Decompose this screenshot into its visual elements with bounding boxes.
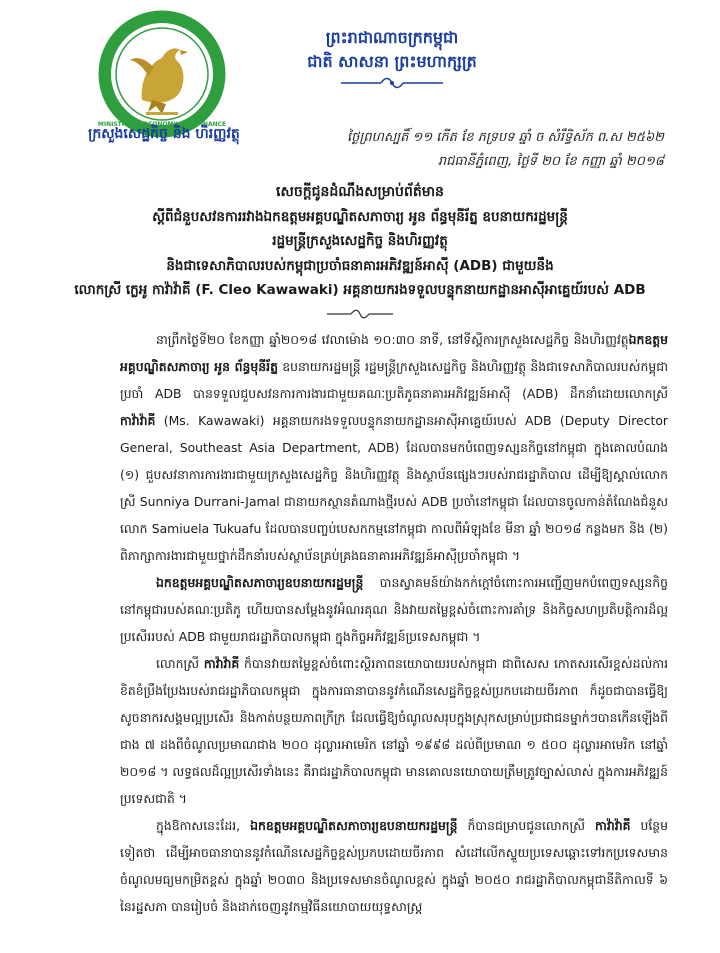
p4-mid: ក៏បានជម្រាបជូនលោកស្រី [457, 818, 596, 833]
p1-bold2: កាវ៉ាវ៉ាគី [120, 413, 156, 428]
paragraph-3 [120, 650, 668, 812]
ministry-name: ក្រសួងសេដ្ឋកិច្ច និង ហិរញ្ញវត្ថុ [88, 126, 240, 142]
lunar-date: ថ្ងៃព្រហស្បតិ៍ ១១ កើត ខែ ភទ្របទ ឆ្នាំ ច សំរឹទ្ធិស័ក ព.ស ២៥៦២ [346, 130, 664, 145]
ministry-logo [96, 8, 228, 140]
press-release-body [120, 326, 668, 920]
p3-start: លោកស្រី [156, 656, 204, 671]
ornament-divider-icon [337, 76, 447, 90]
p4-rest: បន្ថែមទៀតថា ដើម្បីអាចធានាបាននូវកំណើនសេដ្ឋកិច្ចខ្ពស់ប្រកបដោយចីរភាព សំដៅលើកស្ទួយប្រទេសឆ្ពោះទៅរកប្រទេសមានចំណូលមធ្យមកម្រិតខ្ពស់ ក្នុងឆ្នាំ ២០៣០ និងប្រទេសមានចំណូលខ្ពស់ ក្នុងឆ្នាំ ២០៥០ រាជរដ្ឋាភិបាលកម្ពុជានីតិកាលទី ៦ នៃរដ្ឋសភា បានរៀបចំ និងដាក់ចេញនូវកម្មវិធីនយោបាយយុទ្ធសាស្ត្រ [120, 818, 669, 914]
title-line3: រដ្ឋមន្ត្រីក្រសួងសេដ្ឋកិច្ច និងហិរញ្ញវត្ថុ [272, 233, 448, 249]
kingdom-header [262, 26, 522, 94]
paragraph-2 [120, 569, 668, 650]
title-line2: ស្តីពីជំនួបសវនការរវាងឯកឧត្តមអគ្គបណ្ឌិតសភាចារ្យ អូន ព័ន្ធមុនីរ័ត្ន ឧបនាយករដ្ឋមន្ត្រី [152, 208, 568, 225]
solar-date: រាជធានីភ្នំពេញ, ថ្ងៃទី ២០ ខែ កញ្ញា ឆ្នាំ ២០១៨ [437, 154, 664, 169]
logo-text: MINISTRY OF ECONOMY AND FINANCE [97, 121, 227, 128]
p1-text: នាព្រឹកថ្ងៃទី២០ ខែកញ្ញា ឆ្នាំ២០១៨ វេលាម៉ោង ១០:៣០ នាទី, នៅទីស្តីការក្រសួងសេដ្ឋកិច្ច និងហិរញ្ញវត្ថុ [156, 332, 629, 347]
p1-rest: ឧបនាយករដ្ឋមន្ត្រី រដ្ឋមន្ត្រីក្រសួងសេដ្ឋកិច្ច និងហិរញ្ញវត្ថុ និងជាទេសាភិបាលរបស់កម្ពុជាប្រចាំ ADB បានទទួលជួបសវនការការងារជាមួយគណៈប្រតិភូធនាគារអភិវឌ្ឍន៍អាស៊ី (ADB) ដឹកនាំដោយលោកស្រី [120, 359, 668, 401]
title-line1: សេចក្តីជូនដំណឹងសម្រាប់ព័ត៌មាន [276, 184, 444, 200]
kingdom-line1: ព្រះរាជាណាចក្រកម្ពុជា [325, 28, 459, 47]
p3-bold: កាវ៉ាវ៉ាគី [203, 656, 240, 671]
p1-end: (Ms. Kawawaki) អគ្គនាយករងទទួលបន្ទុកនាយកដ្ឋានអាស៊ីអាគ្នេយ៍របស់ ADB (Deputy Director General, Southeast Asia Department, ADB) ដែលបានមកបំពេញទស្សនកិច្ចនៅកម្ពុជា ក្នុងគោលបំណង (១) ជួបសវនាការការងារជាមួយក្រសួងសេដ្ឋកិច្ច និងហិរញ្ញវត្ថុ និងស្ថាប័នផ្សេងៗរបស់រាជរដ្ឋាភិបាល ដើម្បីឱ្យស្គាល់លោកស្រី Sunniya Durrani-Jamal ជានាយកស្ថានតំណាងថ្មីរបស់ ADB ប្រចាំនៅកម្ពុជា ដែលបានចូលកាន់តំណែងជំនួសលោក Samiuela Tukuafu ដែលបានបញ្ចប់បេសកកម្មនៅកម្ពុជា កាលពីអំឡុងខែ មីនា ឆ្នាំ ២០១៨ កន្លងមក និង (២) ពិភាក្សាការងារជាមួយថ្នាក់ដឹកនាំរបស់ស្ថាប័នគ្រប់គ្រងធនាគារអភិវឌ្ឍន៍អាស៊ីប្រចាំកម្ពុជា ។ [120, 413, 668, 563]
p4-start: ក្នុងឱកាសនេះដែរ, [156, 818, 251, 833]
title-divider-icon [325, 309, 395, 319]
p2-rest: បានស្វាគមន៍យ៉ាងកក់ក្តៅចំពោះការអញ្ជើញមកបំពេញទស្សនកិច្ចនៅកម្ពុជារបស់គណៈប្រតិភូ ហើយបានសម្តែងនូវអំណរគុណ និងវាយតម្លៃខ្ពស់ចំពោះការគាំទ្រ និងកិច្ចសហប្រតិបត្តិការដ៏ល្អប្រសើររបស់ ADB ជាមួយរាជរដ្ឋាភិបាលកម្ពុជា ក្នុងកិច្ចអភិវឌ្ឍន៍ប្រទេសកម្ពុជា ។ [120, 575, 668, 644]
ministry-seal-icon [96, 8, 228, 140]
paragraph-4 [120, 812, 668, 920]
paragraph-1 [120, 326, 668, 569]
p1-bold: ឯកឧត្តមអគ្គបណ្ឌិតសភាចារ្យ អូន ព័ន្ធមុនីរ័ត្ន [120, 332, 668, 374]
p3-rest: ក៏បានវាយតម្លៃខ្ពស់ចំពោះស្ថិរភាពនយោបាយរបស់កម្ពុជា ជាពិសេស កោតសរសើរខ្ពស់ដល់ការខិតខំប្រឹងប្រែងរបស់រាជរដ្ឋាភិបាលកម្ពុជា ក្នុងការធានាបាននូវកំណើនសេដ្ឋកិច្ចខ្ពស់ប្រកបដោយចីរភាព ក៏ដូចជាបានធ្វើឱ្យសូចនាករសង្គមល្អប្រសើរ និងកាត់បន្ថយភាពក្រីក្រ ដែលធ្វើឱ្យចំណូលសរុបក្នុងស្រុកសម្រាប់ប្រជាជនម្នាក់ៗបានកើនឡើងពីជាង ៧ ដងពីចំណូលប្រមាណជាង ២០០ ដុល្លារអាមេរិក នៅឆ្នាំ ១៩៩៨ ដល់ពីប្រមាណ ១ ៥០០ ដុល្លារអាមេរិក នៅឆ្នាំ ២០១៨ ។ លទ្ធផលដ៏ល្អប្រសើរទាំងនេះ គឺរាជរដ្ឋាភិបាលកម្ពុជា មានគោលនយោបាយត្រឹមត្រូវច្បាស់លាស់ ក្នុងការអភិវឌ្ឍន៍ប្រទេសជាតិ ។ [120, 656, 668, 806]
title-line5: លោកស្រី ក្លេអូ កាវ៉ាវ៉ាគី (F. Cleo Kawawaki) អគ្គនាយករងទទួលបន្ទុកនាយកដ្ឋានអាស៊ីអាគ្នេយ៍របស់ ADB [74, 282, 646, 298]
date-block [347, 126, 664, 174]
p4-bold: ឯកឧត្តមអគ្គបណ្ឌិតសភាចារ្យឧបនាយករដ្ឋមន្ត្រី [250, 818, 458, 833]
p2-bold: ឯកឧត្តមអគ្គបណ្ឌិតសភាចារ្យឧបនាយករដ្ឋមន្ត្រី [156, 575, 364, 590]
p4-bold2: កាវ៉ាវ៉ាគី [595, 818, 631, 833]
kingdom-line2: ជាតិ សាសនា ព្រះមហាក្សត្រ [307, 52, 477, 71]
title-line4: និងជាទេសាភិបាលរបស់កម្ពុជាប្រចាំធនាគារអភិវឌ្ឍន៍អាស៊ី (ADB) ជាមួយនឹង [166, 257, 554, 274]
press-release-titles [0, 180, 720, 319]
